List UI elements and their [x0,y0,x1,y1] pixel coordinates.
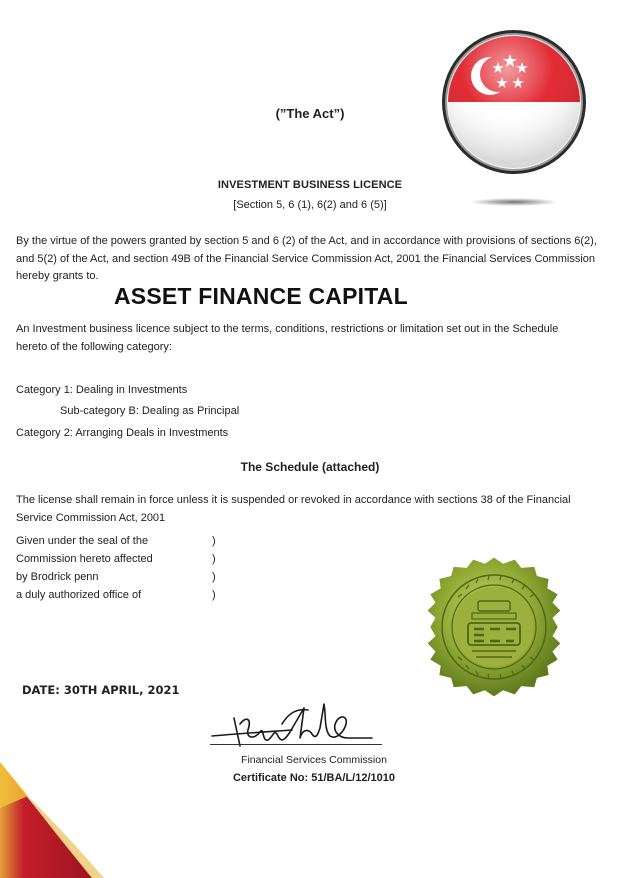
certificate-number: Certificate No: 51/BA/L/12/1010 [232,772,395,784]
seal-line-text: a duly authorized office of [16,589,142,601]
seal-line-text: by Brodrick penn [16,571,99,583]
schedule-heading: The Schedule (attached) [240,460,380,474]
seal-paren: ) [212,571,216,583]
seal-line [16,550,236,568]
sub-category-b: Sub-category B: Dealing as Principal [60,405,240,417]
signature-line [210,744,382,745]
issue-date: DATE: 30TH APRIL, 2021 [22,683,180,697]
signature-icon [204,694,384,756]
seal-line-text: Commission hereto affected [16,553,153,565]
grant-paragraph: By the virtue of the powers granted by section 5 and 6 (2) of the Act, and in accordance with provisions of sections 6(2), and 5(2) of the Act, and section 49B of the Financial Service Commission Act, 2001 the Financial Services Commission hereby grants to. [16,235,597,282]
validity-paragraph: The license shall remain in force unless it is suspended or revoked in accordance with sections 38 of the Financial Service Commission Act, 2001 [16,494,571,524]
section-reference: [Section 5, 6 (1), 6(2) and 6 (5)] [233,199,387,211]
seal-line [16,568,236,586]
seal-paren: ) [212,553,216,565]
category-2: Category 2: Arranging Deals in Investments [16,427,229,439]
seal-line [16,586,236,604]
corner-ribbon-decoration [0,748,620,878]
licence-title: INVESTMENT BUSINESS LICENCE [217,179,403,191]
company-name: ASSET FINANCE CAPITAL [114,283,408,309]
signatory-label: Financial Services Commission [241,754,387,766]
fsc-seal-icon [420,556,568,698]
seal-line-text: Given under the seal of the [16,535,149,547]
seal-paren: ) [212,589,216,601]
category-1: Category 1: Dealing in Investments [16,384,188,396]
seal-paren: ) [212,535,216,547]
licence-paragraph: An Investment business licence subject to the terms, conditions, restrictions or limitation set out in the Schedule hereto of the following category: [16,323,559,353]
seal-statement [16,532,236,604]
seal-line [16,532,236,550]
act-title: (”The Act”) [275,106,345,121]
